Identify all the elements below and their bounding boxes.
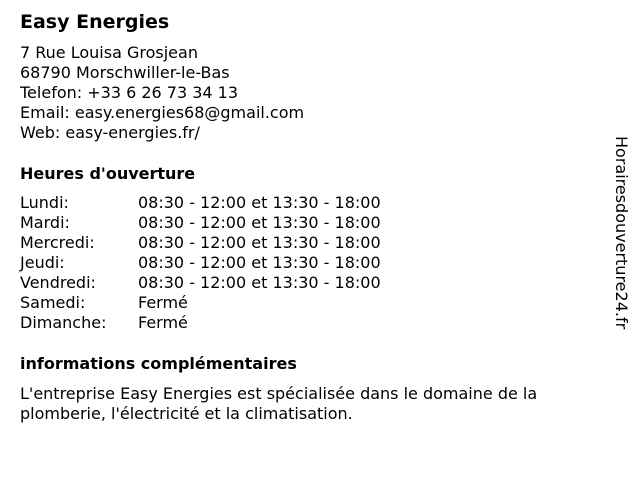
day-label: Mercredi: xyxy=(20,233,95,252)
day-hours: 08:30 - 12:00 et 13:30 - 18:00 xyxy=(138,193,381,212)
hours-row-monday xyxy=(20,193,381,213)
hours-row-friday xyxy=(20,273,381,293)
day-label: Mardi: xyxy=(20,213,70,232)
business-name: Easy Energies xyxy=(20,11,170,33)
business-description: L'entreprise Easy Energies est spécialisée dans le domaine de la plomberie, l'électricité et la climatisation. xyxy=(20,384,538,423)
hours-row-thursday xyxy=(20,253,381,273)
email-address: Email: easy.energies68@gmail.com xyxy=(20,103,305,122)
day-hours: 08:30 - 12:00 et 13:30 - 18:00 xyxy=(138,273,381,292)
hours-row-wednesday xyxy=(20,233,381,253)
day-label: Lundi: xyxy=(20,193,69,212)
address-street: 7 Rue Louisa Grosjean xyxy=(20,43,198,62)
additional-info-heading: informations complémentaires xyxy=(20,354,297,373)
day-hours: 08:30 - 12:00 et 13:30 - 18:00 xyxy=(138,233,381,252)
phone-number: Telefon: +33 6 26 73 34 13 xyxy=(20,83,239,102)
hours-row-saturday xyxy=(20,293,381,313)
contact-block xyxy=(20,43,304,143)
address-city: 68790 Morschwiller-le-Bas xyxy=(20,63,230,82)
day-hours: 08:30 - 12:00 et 13:30 - 18:00 xyxy=(138,213,381,232)
opening-hours-list xyxy=(20,193,381,333)
hours-row-sunday xyxy=(20,313,381,333)
day-hours: Fermé xyxy=(138,293,188,312)
day-label: Vendredi: xyxy=(20,273,96,292)
day-label: Dimanche: xyxy=(20,313,107,332)
opening-hours-heading: Heures d'ouverture xyxy=(20,164,196,183)
day-label: Jeudi: xyxy=(20,253,65,272)
day-hours: 08:30 - 12:00 et 13:30 - 18:00 xyxy=(138,253,381,272)
website-url: Web: easy-energies.fr/ xyxy=(20,123,200,142)
day-hours: Fermé xyxy=(138,313,188,332)
site-watermark: Horairesdouverture24.fr xyxy=(612,136,631,330)
day-label: Samedi: xyxy=(20,293,86,312)
hours-row-tuesday xyxy=(20,213,381,233)
